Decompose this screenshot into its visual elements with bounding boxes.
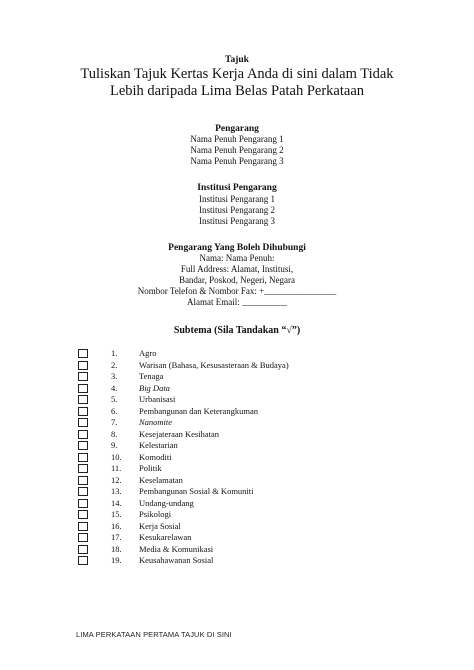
subtema-checkbox[interactable] — [78, 499, 88, 508]
subtema-checkbox[interactable] — [78, 395, 88, 404]
subtema-label: Nanomite — [139, 417, 173, 427]
subtema-label: Big Data — [139, 382, 170, 393]
subtema-label: Kesukarelawan — [139, 532, 192, 542]
institusi-list — [0, 194, 474, 227]
subtema-number: 2. — [111, 359, 118, 370]
contact-name-line: Nama: Nama Penuh: — [199, 253, 275, 263]
contact-block — [0, 253, 474, 308]
tajuk-label: Tajuk — [225, 55, 249, 65]
author-name-2: Nama Penuh Pengarang 2 — [190, 145, 284, 155]
subtema-number: 16. — [111, 520, 122, 531]
institution-3: Institusi Pengarang 3 — [199, 216, 275, 226]
contact-email-line: Alamat Email: __________ — [187, 297, 287, 307]
subtema-label: Media & Komunikasi — [139, 543, 214, 554]
subtema-number: 7. — [111, 417, 118, 427]
running-footer: LIMA PERKATAAN PERTAMA TAJUK DI SINI — [76, 630, 232, 639]
subtema-label: Kelestarian — [139, 440, 178, 450]
paper-title — [0, 66, 474, 100]
subtema-checkbox[interactable] — [78, 556, 88, 565]
subtema-label: Pembangunan dan Keterangkuman — [139, 405, 258, 416]
subtema-checkbox[interactable] — [78, 510, 88, 519]
subtema-number: 19. — [111, 555, 122, 565]
subtema-checkbox[interactable] — [78, 372, 88, 381]
subtema-number: 11. — [111, 463, 122, 473]
subtema-label: Politik — [139, 463, 162, 473]
subtema-label: Tenaga — [139, 371, 164, 381]
subtema-number: 10. — [111, 451, 122, 462]
subtema-number: 5. — [111, 394, 118, 404]
subtema-number: 1. — [111, 348, 118, 358]
subtema-label: Agro — [139, 348, 157, 358]
author-name-1: Nama Penuh Pengarang 1 — [190, 134, 284, 144]
subtema-checkbox[interactable] — [78, 522, 88, 531]
subtema-number: 4. — [111, 382, 118, 393]
subtema-label: Keusahawanan Sosial — [139, 555, 214, 565]
subtema-label: Kesejateraan Kesihatan — [139, 428, 219, 439]
subtema-label: Keselamatan — [139, 474, 183, 485]
subtema-checkbox[interactable] — [78, 407, 88, 416]
contact-phone-line: Nombor Telefon & Nombor Fax: +________________ — [137, 286, 337, 296]
subtema-label: Urbanisasi — [139, 394, 176, 404]
subtema-label: Pembangunan Sosial & Komuniti — [139, 486, 254, 496]
subtema-number: 13. — [111, 486, 122, 496]
subtema-number: 12. — [111, 474, 122, 485]
author-name-3: Nama Penuh Pengarang 3 — [190, 156, 284, 166]
subtema-heading: Subtema (Sila Tandakan “√”) — [173, 325, 301, 336]
subtema-number: 17. — [111, 532, 122, 542]
subtema-checkbox[interactable] — [78, 418, 88, 427]
pengarang-names — [0, 134, 474, 167]
subtema-checkbox[interactable] — [78, 487, 88, 496]
contact-address-line-1: Full Address: Alamat, Institusi, — [180, 264, 294, 274]
subtema-checkbox[interactable] — [78, 430, 88, 439]
paper-title-line-2: Lebih daripada Lima Belas Patah Perkataan — [109, 83, 365, 99]
subtema-label: Undang-undang — [139, 497, 194, 508]
subtema-checkbox[interactable] — [78, 464, 88, 473]
subtema-number: 9. — [111, 440, 118, 450]
pengarang-heading: Pengarang — [215, 124, 259, 134]
subtema-number: 8. — [111, 428, 118, 439]
subtema-checkbox[interactable] — [78, 349, 88, 358]
subtema-checkbox[interactable] — [78, 441, 88, 450]
institution-2: Institusi Pengarang 2 — [199, 205, 275, 215]
subtema-checkbox[interactable] — [78, 384, 88, 393]
subtema-checkbox[interactable] — [78, 545, 88, 554]
subtema-checkbox[interactable] — [78, 453, 88, 462]
subtema-label: Kerja Sosial — [139, 520, 181, 531]
subtema-checkbox[interactable] — [78, 533, 88, 542]
subtema-number: 6. — [111, 405, 118, 416]
contact-address-line-2: Bandar, Poskod, Negeri, Negara — [178, 275, 296, 285]
subtema-label: Warisan (Bahasa, Kesusasteraan & Budaya) — [139, 359, 289, 370]
subtema-checkbox[interactable] — [78, 476, 88, 485]
subtema-number: 14. — [111, 497, 122, 508]
subtema-label: Psikologi — [139, 509, 172, 519]
subtema-number: 15. — [111, 509, 122, 519]
subtema-number: 3. — [111, 371, 118, 381]
contact-heading: Pengarang Yang Boleh Dihubungi — [168, 243, 306, 253]
subtema-number: 18. — [111, 543, 122, 554]
subtema-checkbox[interactable] — [78, 361, 88, 370]
paper-title-line-1: Tuliskan Tajuk Kertas Kerja Anda di sini dalam Tidak — [80, 66, 394, 82]
subtema-label: Komoditi — [139, 451, 172, 462]
institusi-heading: Institusi Pengarang — [197, 183, 277, 193]
institution-1: Institusi Pengarang 1 — [199, 194, 275, 204]
